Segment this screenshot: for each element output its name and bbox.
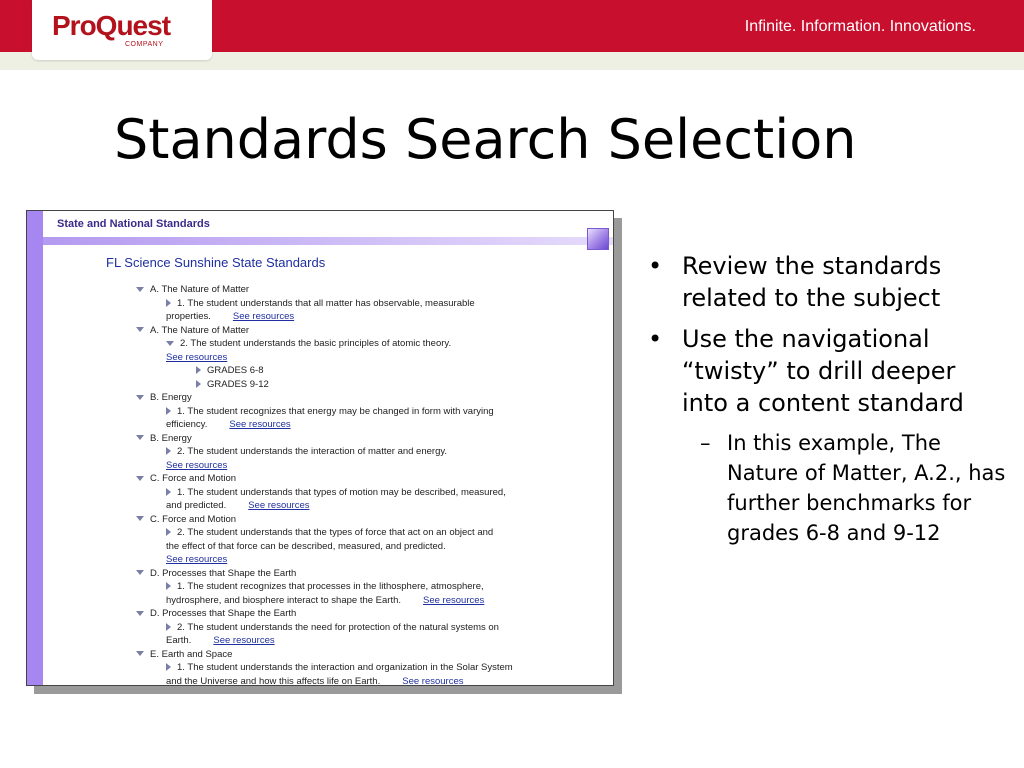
bullet-item xyxy=(648,250,1008,314)
standard-row xyxy=(27,391,613,405)
standard-text: D. Processes that Shape the Earth xyxy=(150,567,297,579)
standard-text: efficiency. xyxy=(166,419,208,430)
standard-text: and predicted. xyxy=(166,500,227,511)
screenshot-subheading: FL Science Sunshine State Standards xyxy=(106,255,326,270)
twisty-expanded-icon[interactable] xyxy=(136,435,144,440)
standard-text: properties. xyxy=(166,311,211,322)
standard-row xyxy=(27,283,613,297)
header-tagline: Infinite. Information. Innovations. xyxy=(744,18,976,35)
see-resources-link[interactable]: See resources xyxy=(232,311,295,322)
standard-row xyxy=(27,310,613,324)
sub-bullet-item xyxy=(648,428,1008,548)
proquest-logo xyxy=(32,0,212,60)
standard-row xyxy=(27,445,613,459)
bullet-text: Use the navigational “twisty” to drill deeper into a content standard xyxy=(682,325,964,417)
standard-row xyxy=(27,351,613,365)
standard-row xyxy=(27,607,613,621)
standard-text: Earth. xyxy=(166,635,192,646)
standard-text: 1. The student understands that types of motion may be described, measured, xyxy=(177,486,506,498)
standard-text: 2. The student understands the interaction of matter and energy. xyxy=(177,446,448,457)
see-resources-link[interactable]: See resources xyxy=(402,675,464,686)
twisty-expanded-icon[interactable] xyxy=(136,327,144,332)
standard-text: hydrosphere, and biosphere interact to shape the Earth. xyxy=(166,594,402,606)
standard-text: and the Universe and how this affects life on Earth. xyxy=(166,675,381,686)
standard-text: 2. The student understands the need for protection of the natural systems on xyxy=(177,621,499,633)
twisty-expanded-icon[interactable] xyxy=(136,611,144,616)
standard-row xyxy=(27,553,613,567)
screenshot-heading: State and National Standards xyxy=(57,218,210,230)
twisty-expanded-icon[interactable] xyxy=(136,476,144,481)
twisty-expanded-icon[interactable] xyxy=(166,341,174,346)
standard-row xyxy=(27,405,613,419)
standard-row xyxy=(27,337,613,351)
sub-bullet-dash: – xyxy=(700,431,711,455)
bullet-list xyxy=(648,250,1008,548)
slide-title: Standards Search Selection xyxy=(114,108,857,171)
twisty-collapsed-icon[interactable] xyxy=(166,582,171,590)
standard-row xyxy=(27,364,613,378)
twisty-collapsed-icon[interactable] xyxy=(166,407,171,415)
twisty-collapsed-icon[interactable] xyxy=(196,380,201,388)
twisty-collapsed-icon[interactable] xyxy=(166,447,171,455)
standard-row xyxy=(27,297,613,311)
standard-row xyxy=(27,486,613,500)
standard-text: 2. The student understands that the types of force that act on an object and xyxy=(177,527,494,538)
twisty-expanded-icon[interactable] xyxy=(136,287,144,292)
standard-row xyxy=(27,526,613,540)
standard-row xyxy=(27,675,613,687)
standard-row xyxy=(27,567,613,581)
standard-text: GRADES 6-8 xyxy=(207,365,264,376)
see-resources-link[interactable]: See resources xyxy=(213,635,275,646)
standard-text: C. Force and Motion xyxy=(150,473,237,484)
see-resources-link[interactable]: See resources xyxy=(248,500,310,511)
twisty-collapsed-icon[interactable] xyxy=(166,663,171,671)
standard-text: B. Energy xyxy=(150,392,192,403)
standard-text: 2. The student understands the basic principles of atomic theory. xyxy=(180,338,452,349)
standard-text: 1. The student understands the interaction and organization in the Solar System xyxy=(177,662,513,673)
standard-row xyxy=(27,594,613,608)
see-resources-link[interactable]: See resources xyxy=(166,554,228,565)
standard-row xyxy=(27,378,613,392)
standard-row xyxy=(27,472,613,486)
standard-row xyxy=(27,324,613,338)
standard-row xyxy=(27,513,613,527)
twisty-collapsed-icon[interactable] xyxy=(166,299,171,307)
see-resources-link[interactable]: See resources xyxy=(229,419,291,430)
standard-row xyxy=(27,648,613,662)
twisty-collapsed-icon[interactable] xyxy=(166,488,171,496)
standard-text: B. Energy xyxy=(150,432,192,444)
standard-text: 1. The student understands that all matter has observable, measurable xyxy=(177,297,475,309)
standard-text: D. Processes that Shape the Earth xyxy=(150,608,297,619)
standard-row xyxy=(27,459,613,473)
screenshot-heading-bar xyxy=(43,237,613,245)
logo-subtext: COMPANY xyxy=(125,41,164,48)
bullet-dot: • xyxy=(648,252,663,280)
standard-row xyxy=(27,580,613,594)
twisty-collapsed-icon[interactable] xyxy=(166,528,171,536)
standard-text: the effect of that force can be described, measured, and predicted. xyxy=(166,540,446,552)
standard-text: GRADES 9-12 xyxy=(207,378,269,390)
standards-screenshot xyxy=(26,210,614,686)
bullet-item xyxy=(648,323,1008,419)
bullet-text: Review the standards related to the subject xyxy=(682,252,942,312)
twisty-expanded-icon[interactable] xyxy=(136,570,144,575)
logo-text: ProQuest xyxy=(52,10,171,41)
twisty-collapsed-icon[interactable] xyxy=(166,623,171,631)
standards-tree xyxy=(27,283,613,686)
bullet-dot: • xyxy=(648,325,663,353)
standard-row xyxy=(27,621,613,635)
twisty-expanded-icon[interactable] xyxy=(136,395,144,400)
standard-row xyxy=(27,540,613,554)
standard-text: 1. The student recognizes that processes in the lithosphere, atmosphere, xyxy=(177,581,484,592)
corner-fold-icon xyxy=(587,228,609,250)
standard-text: 1. The student recognizes that energy may be changed in form with varying xyxy=(177,405,494,417)
standard-row xyxy=(27,499,613,513)
standard-text: A. The Nature of Matter xyxy=(150,284,250,295)
standard-row xyxy=(27,418,613,432)
twisty-expanded-icon[interactable] xyxy=(136,651,144,656)
standard-text: C. Force and Motion xyxy=(150,513,237,525)
standard-row xyxy=(27,661,613,675)
twisty-expanded-icon[interactable] xyxy=(136,516,144,521)
standard-row xyxy=(27,634,613,648)
see-resources-link[interactable]: See resources xyxy=(423,594,485,606)
see-resources-link[interactable]: See resources xyxy=(166,459,228,471)
sub-bullet-text: In this example, The Nature of Matter, A.2., has further benchmarks for grades 6-8 and 9-12 xyxy=(727,431,1006,545)
standard-text: E. Earth and Space xyxy=(150,648,233,660)
standard-text: A. The Nature of Matter xyxy=(150,324,250,336)
twisty-collapsed-icon[interactable] xyxy=(196,366,201,374)
see-resources-link[interactable]: See resources xyxy=(166,351,228,363)
standard-row xyxy=(27,432,613,446)
